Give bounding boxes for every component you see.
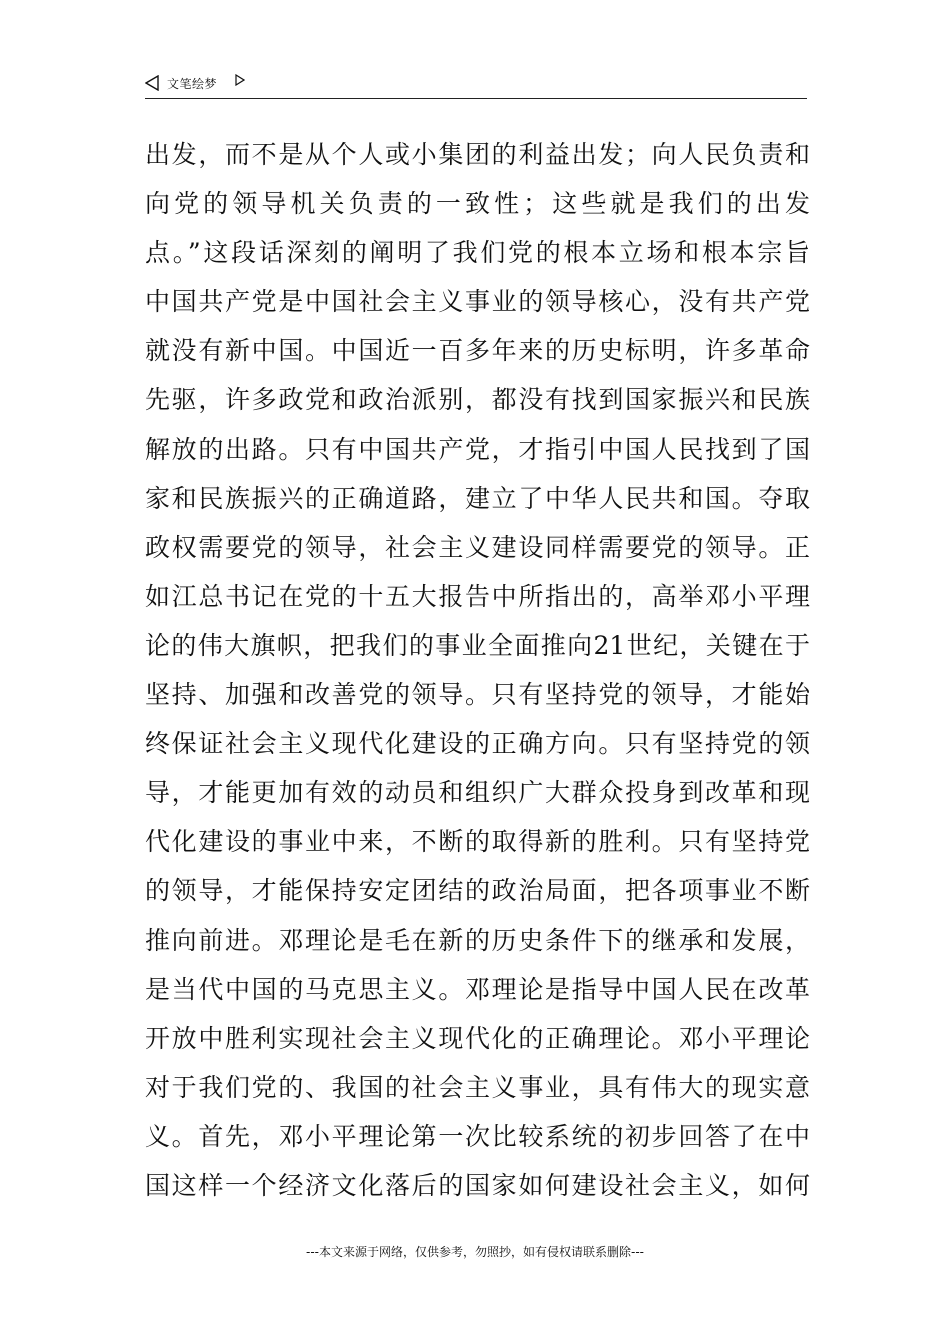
text-line: 先驱，许多政党和政治派别，都没有找到国家振兴和民族 xyxy=(145,385,810,415)
document-body xyxy=(145,130,810,1210)
header-title: 文笔绘梦 xyxy=(167,77,218,91)
text-line: 推向前进。邓理论是毛在新的历史条件下的继承和发展， xyxy=(145,925,810,955)
text-line: 对于我们党的、我国的社会主义事业，具有伟大的现实意 xyxy=(145,1072,810,1102)
text-line: 解放的出路。只有中国共产党，才指引中国人民找到了国 xyxy=(145,434,810,464)
text-line: 的领导，才能保持安定团结的政治局面，把各项事业不断 xyxy=(145,876,810,906)
right-triangle-icon xyxy=(235,74,245,86)
text-line: 政权需要党的领导，社会主义建设同样需要党的领导。正 xyxy=(145,532,810,562)
text-line: 论的伟大旗帜，把我们的事业全面推向21世纪，关键在于 xyxy=(145,630,810,660)
text-line: 国这样一个经济文化落后的国家如何建设社会主义，如何 xyxy=(145,1170,810,1200)
text-line: 点。”这段话深刻的阐明了我们党的根本立场和根本宗旨 xyxy=(145,238,810,268)
text-line: 义。首先，邓小平理论第一次比较系统的初步回答了在中 xyxy=(145,1121,810,1151)
text-line: 终保证社会主义现代化建设的正确方向。只有坚持党的领 xyxy=(145,729,810,759)
text-line: 代化建设的事业中来，不断的取得新的胜利。只有坚持党 xyxy=(145,827,810,857)
text-line: 就没有新中国。中国近一百多年来的历史标明，许多革命 xyxy=(145,336,810,366)
text-line: 开放中胜利实现社会主义现代化的正确理论。邓小平理论 xyxy=(145,1023,810,1053)
text-line: 坚持、加强和改善党的领导。只有坚持党的领导，才能始 xyxy=(145,680,810,710)
left-triangle-icon xyxy=(145,75,159,91)
text-line: 中国共产党是中国社会主义事业的领导核心，没有共产党 xyxy=(145,287,810,317)
text-line: 如江总书记在党的十五大报告中所指出的，高举邓小平理 xyxy=(145,581,810,611)
text-line: 导，才能更加有效的动员和组织广大群众投身到改革和现 xyxy=(145,778,810,808)
text-line: 是当代中国的马克思主义。邓理论是指导中国人民在改革 xyxy=(145,974,810,1004)
text-line: 出发，而不是从个人或小集团的利益出发；向人民负责和 xyxy=(145,140,810,169)
page-header xyxy=(145,70,807,99)
text-line: 家和民族振兴的正确道路，建立了中华人民共和国。夺取 xyxy=(145,483,810,513)
footer-disclaimer: ---本文来源于网络，仅供参考，勿照抄，如有侵权请联系删除--- xyxy=(306,1245,644,1259)
text-line: 向党的领导机关负责的一致性；这些就是我们的出发 xyxy=(145,189,810,219)
